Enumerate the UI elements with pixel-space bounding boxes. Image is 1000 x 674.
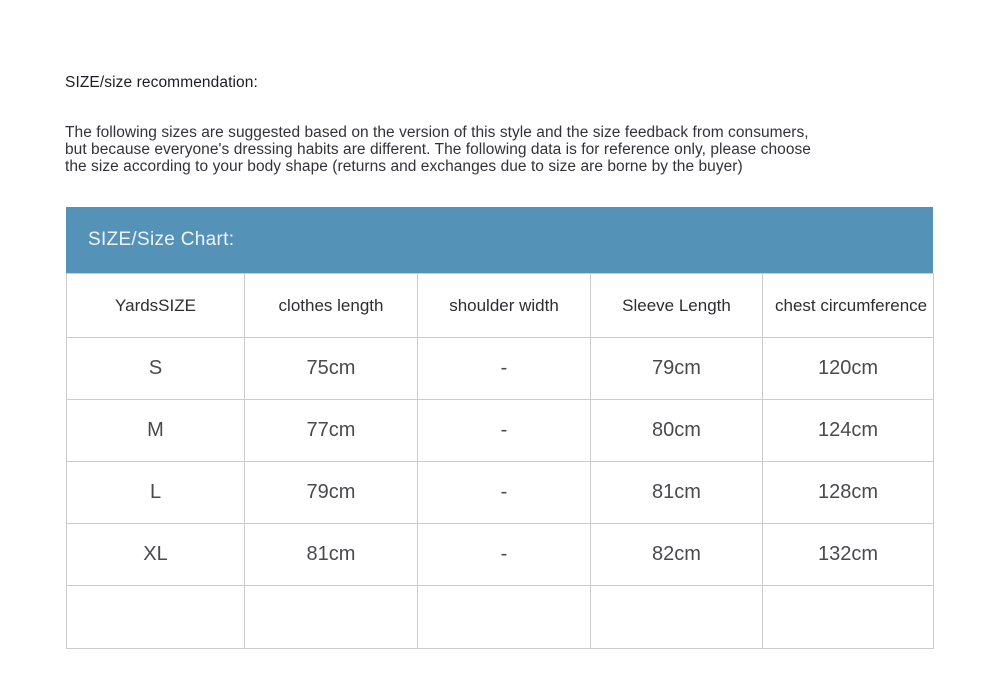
- table-row-s: [67, 338, 934, 400]
- size-chart-header-row: [67, 274, 934, 338]
- intro-line-1: The following sizes are suggested based on the version of this style and the size feedback from consumers,: [65, 124, 809, 141]
- table-row-m: [67, 400, 934, 462]
- cell-chest-circumference: [763, 586, 934, 649]
- cell-size: XL: [67, 524, 245, 586]
- cell-shoulder-width: [418, 586, 591, 649]
- cell-sleeve-length: 80cm: [591, 400, 763, 462]
- cell-clothes-length: 79cm: [245, 462, 418, 524]
- cell-clothes-length: [245, 586, 418, 649]
- cell-sleeve-length: 81cm: [591, 462, 763, 524]
- cell-clothes-length: 77cm: [245, 400, 418, 462]
- col-header-shoulder-width: shoulder width: [418, 274, 591, 338]
- cell-clothes-length: 81cm: [245, 524, 418, 586]
- size-chart-title-bar: [66, 207, 933, 273]
- cell-shoulder-width: -: [418, 524, 591, 586]
- intro-line-3: the size according to your body shape (returns and exchanges due to size are borne by the buyer): [65, 158, 743, 176]
- table-row-xl: [67, 524, 934, 586]
- cell-shoulder-width: -: [418, 462, 591, 524]
- cell-size: M: [67, 400, 245, 462]
- size-recommendation-text: [65, 124, 811, 176]
- cell-sleeve-length: [591, 586, 763, 649]
- intro-line-2: but because everyone's dressing habits are different. The following data is for reference only, please choose: [65, 141, 811, 159]
- cell-sleeve-length: 79cm: [591, 338, 763, 400]
- cell-shoulder-width: -: [418, 400, 591, 462]
- cell-sleeve-length: 82cm: [591, 524, 763, 586]
- cell-size: L: [67, 462, 245, 524]
- size-recommendation-heading: SIZE/size recommendation:: [65, 74, 258, 91]
- size-chart-table: [66, 273, 934, 649]
- col-header-chest-circumference: chest circumference: [763, 274, 934, 338]
- col-header-sleeve-length: Sleeve Length: [591, 274, 763, 338]
- cell-chest-circumference: 120cm: [763, 338, 934, 400]
- cell-chest-circumference: 124cm: [763, 400, 934, 462]
- cell-size: S: [67, 338, 245, 400]
- size-chart-title: SIZE/Size Chart:: [88, 229, 235, 250]
- cell-shoulder-width: -: [418, 338, 591, 400]
- table-row-empty: [67, 586, 934, 649]
- col-header-yards-size: YardsSIZE: [67, 274, 245, 338]
- col-header-clothes-length: clothes length: [245, 274, 418, 338]
- cell-clothes-length: 75cm: [245, 338, 418, 400]
- cell-size: [67, 586, 245, 649]
- cell-chest-circumference: 132cm: [763, 524, 934, 586]
- cell-chest-circumference: 128cm: [763, 462, 934, 524]
- table-row-l: [67, 462, 934, 524]
